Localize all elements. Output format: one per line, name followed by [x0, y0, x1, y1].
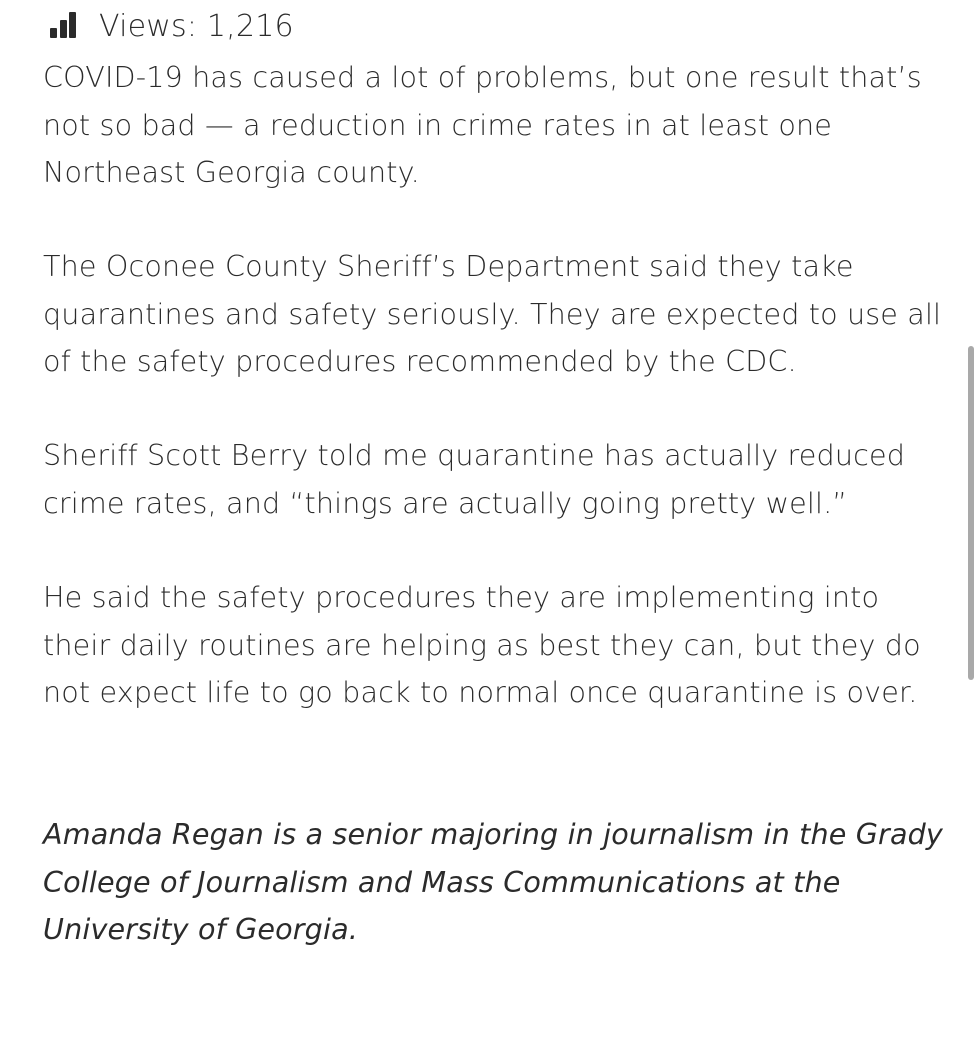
views-label: Views: [99, 8, 198, 44]
article-paragraph-3: Sheriff Scott Berry told me quarantine has actually reduced crime rates, and “things are actually going pretty well.” [43, 438, 906, 520]
author-bio: Amanda Regan is a senior majoring in journalism in the Grady College of Journalism and Mass Communications at the University of Georgia. [43, 817, 943, 946]
article-paragraph-2: The Oconee County Sheriff’s Department said they take quarantines and safety seriously. They are expected to use all of the safety procedures recommended by the CDC. [43, 249, 942, 378]
views-counter [50, 6, 294, 46]
article-paragraph-1: COVID-19 has caused a lot of problems, but one result that’s not so bad — a reduction in crime rates in at least one Northeast Georgia county. [43, 60, 922, 189]
bar-chart-icon [50, 12, 84, 38]
views-text [99, 9, 294, 44]
article-paragraph-4: He said the safety procedures they are implementing into their daily routines are helping as best they can, but they do not expect life to go back to normal once quarantine is over. [43, 580, 921, 709]
views-count: 1,216 [206, 8, 294, 44]
scrollbar-thumb[interactable] [968, 346, 974, 680]
